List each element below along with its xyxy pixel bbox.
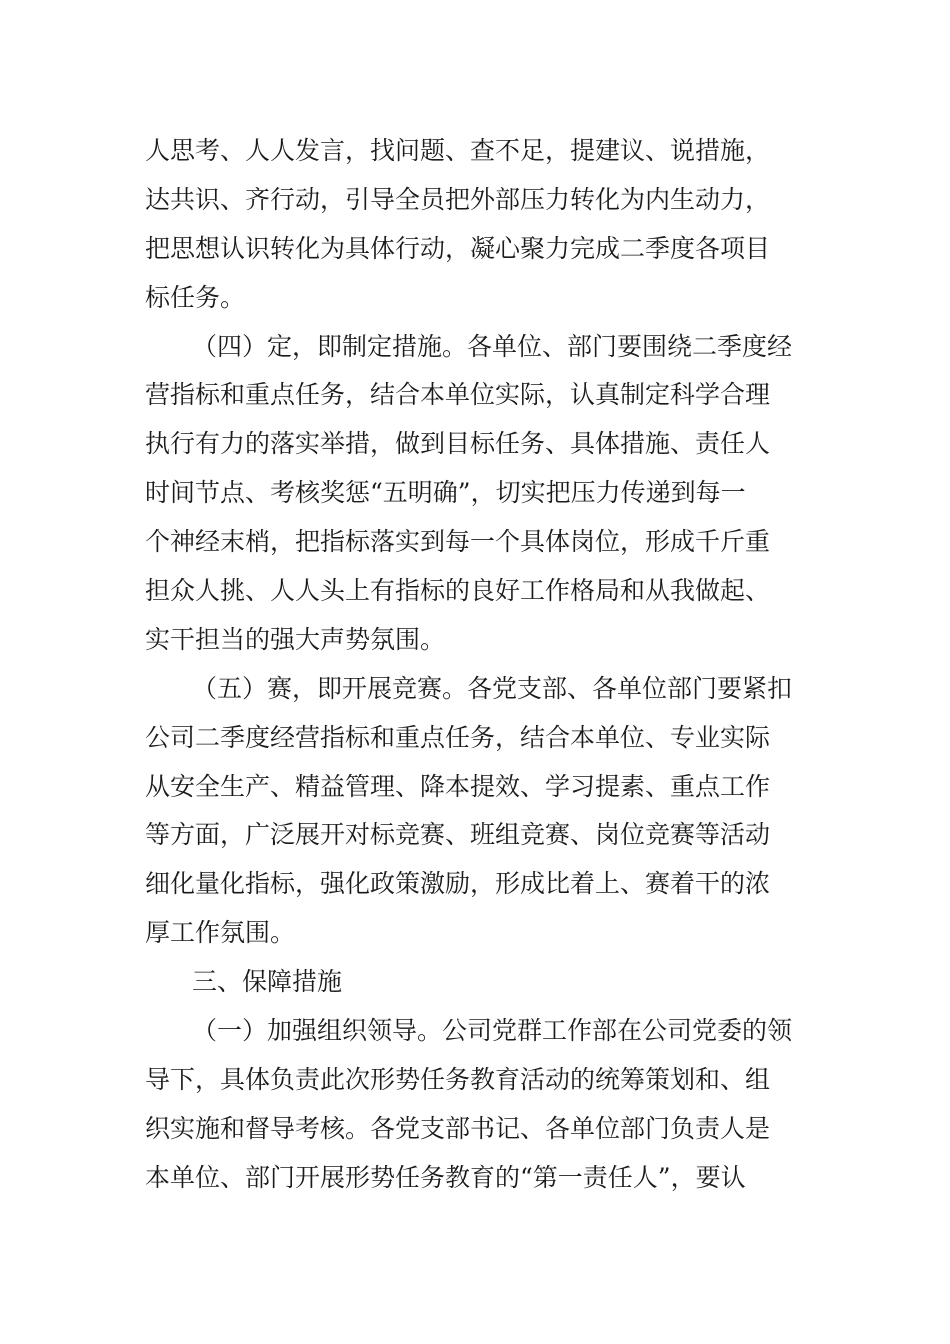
text-line: 标任务。 — [145, 282, 246, 312]
body-text — [145, 127, 809, 1203]
text-line: 个神经末梢，把指标落实到每一个具体岗位，形成千斤重 — [145, 527, 771, 557]
text-line: 实干担当的强大声势氛围。 — [145, 624, 446, 654]
text-line: 担众人挑、人人头上有指标的良好工作格局和从我做起、 — [145, 576, 771, 606]
text-line: 把思想认识转化为具体行动，凝心聚力完成二季度各项目 — [145, 233, 771, 263]
text-line: 等方面，广泛展开对标竞赛、班组竞赛、岗位竞赛等活动 — [145, 820, 771, 850]
paragraph-start-line: （四）定，即制定措施。各单位、部门要围绕二季度经 — [192, 331, 793, 361]
text-line: 执行有力的落实举措，做到目标任务、具体措施、责任人 — [145, 429, 771, 459]
text-line: 营指标和重点任务，结合本单位实际，认真制定科学合理 — [145, 380, 771, 410]
text-line: 公司二季度经营指标和重点任务，结合本单位、专业实际 — [145, 722, 771, 752]
section-heading: 三、保障措施 — [192, 967, 343, 997]
text-line: 本单位、部门开展形势任务教育的“第一责任人”，要认 — [145, 1162, 746, 1192]
text-line: 导下，具体负责此次形势任务教育活动的统筹策划和、组 — [145, 1064, 771, 1094]
text-line: 人思考、人人发言，找问题、查不足，提建议、说措施， — [145, 136, 771, 165]
text-line: 从安全生产、精益管理、降本提效、学习提素、重点工作 — [145, 771, 771, 801]
text-line: 厚工作氛围。 — [145, 918, 296, 948]
paragraph-start-line: （五）赛，即开展竞赛。各党支部、各单位部门要紧扣 — [192, 673, 793, 703]
text-line: 织实施和督导考核。各党支部书记、各单位部门负责人是 — [145, 1113, 771, 1143]
text-line: 细化量化指标，强化政策激励，形成比着上、赛着干的浓 — [145, 869, 771, 899]
text-line: 达共识、齐行动，引导全员把外部压力转化为内生动力， — [145, 184, 771, 214]
text-line: 时间节点、考核奖惩“五明确”，切实把压力传递到每一 — [145, 478, 746, 508]
paragraph-start-line: （一）加强组织领导。公司党群工作部在公司党委的领 — [192, 1016, 793, 1046]
